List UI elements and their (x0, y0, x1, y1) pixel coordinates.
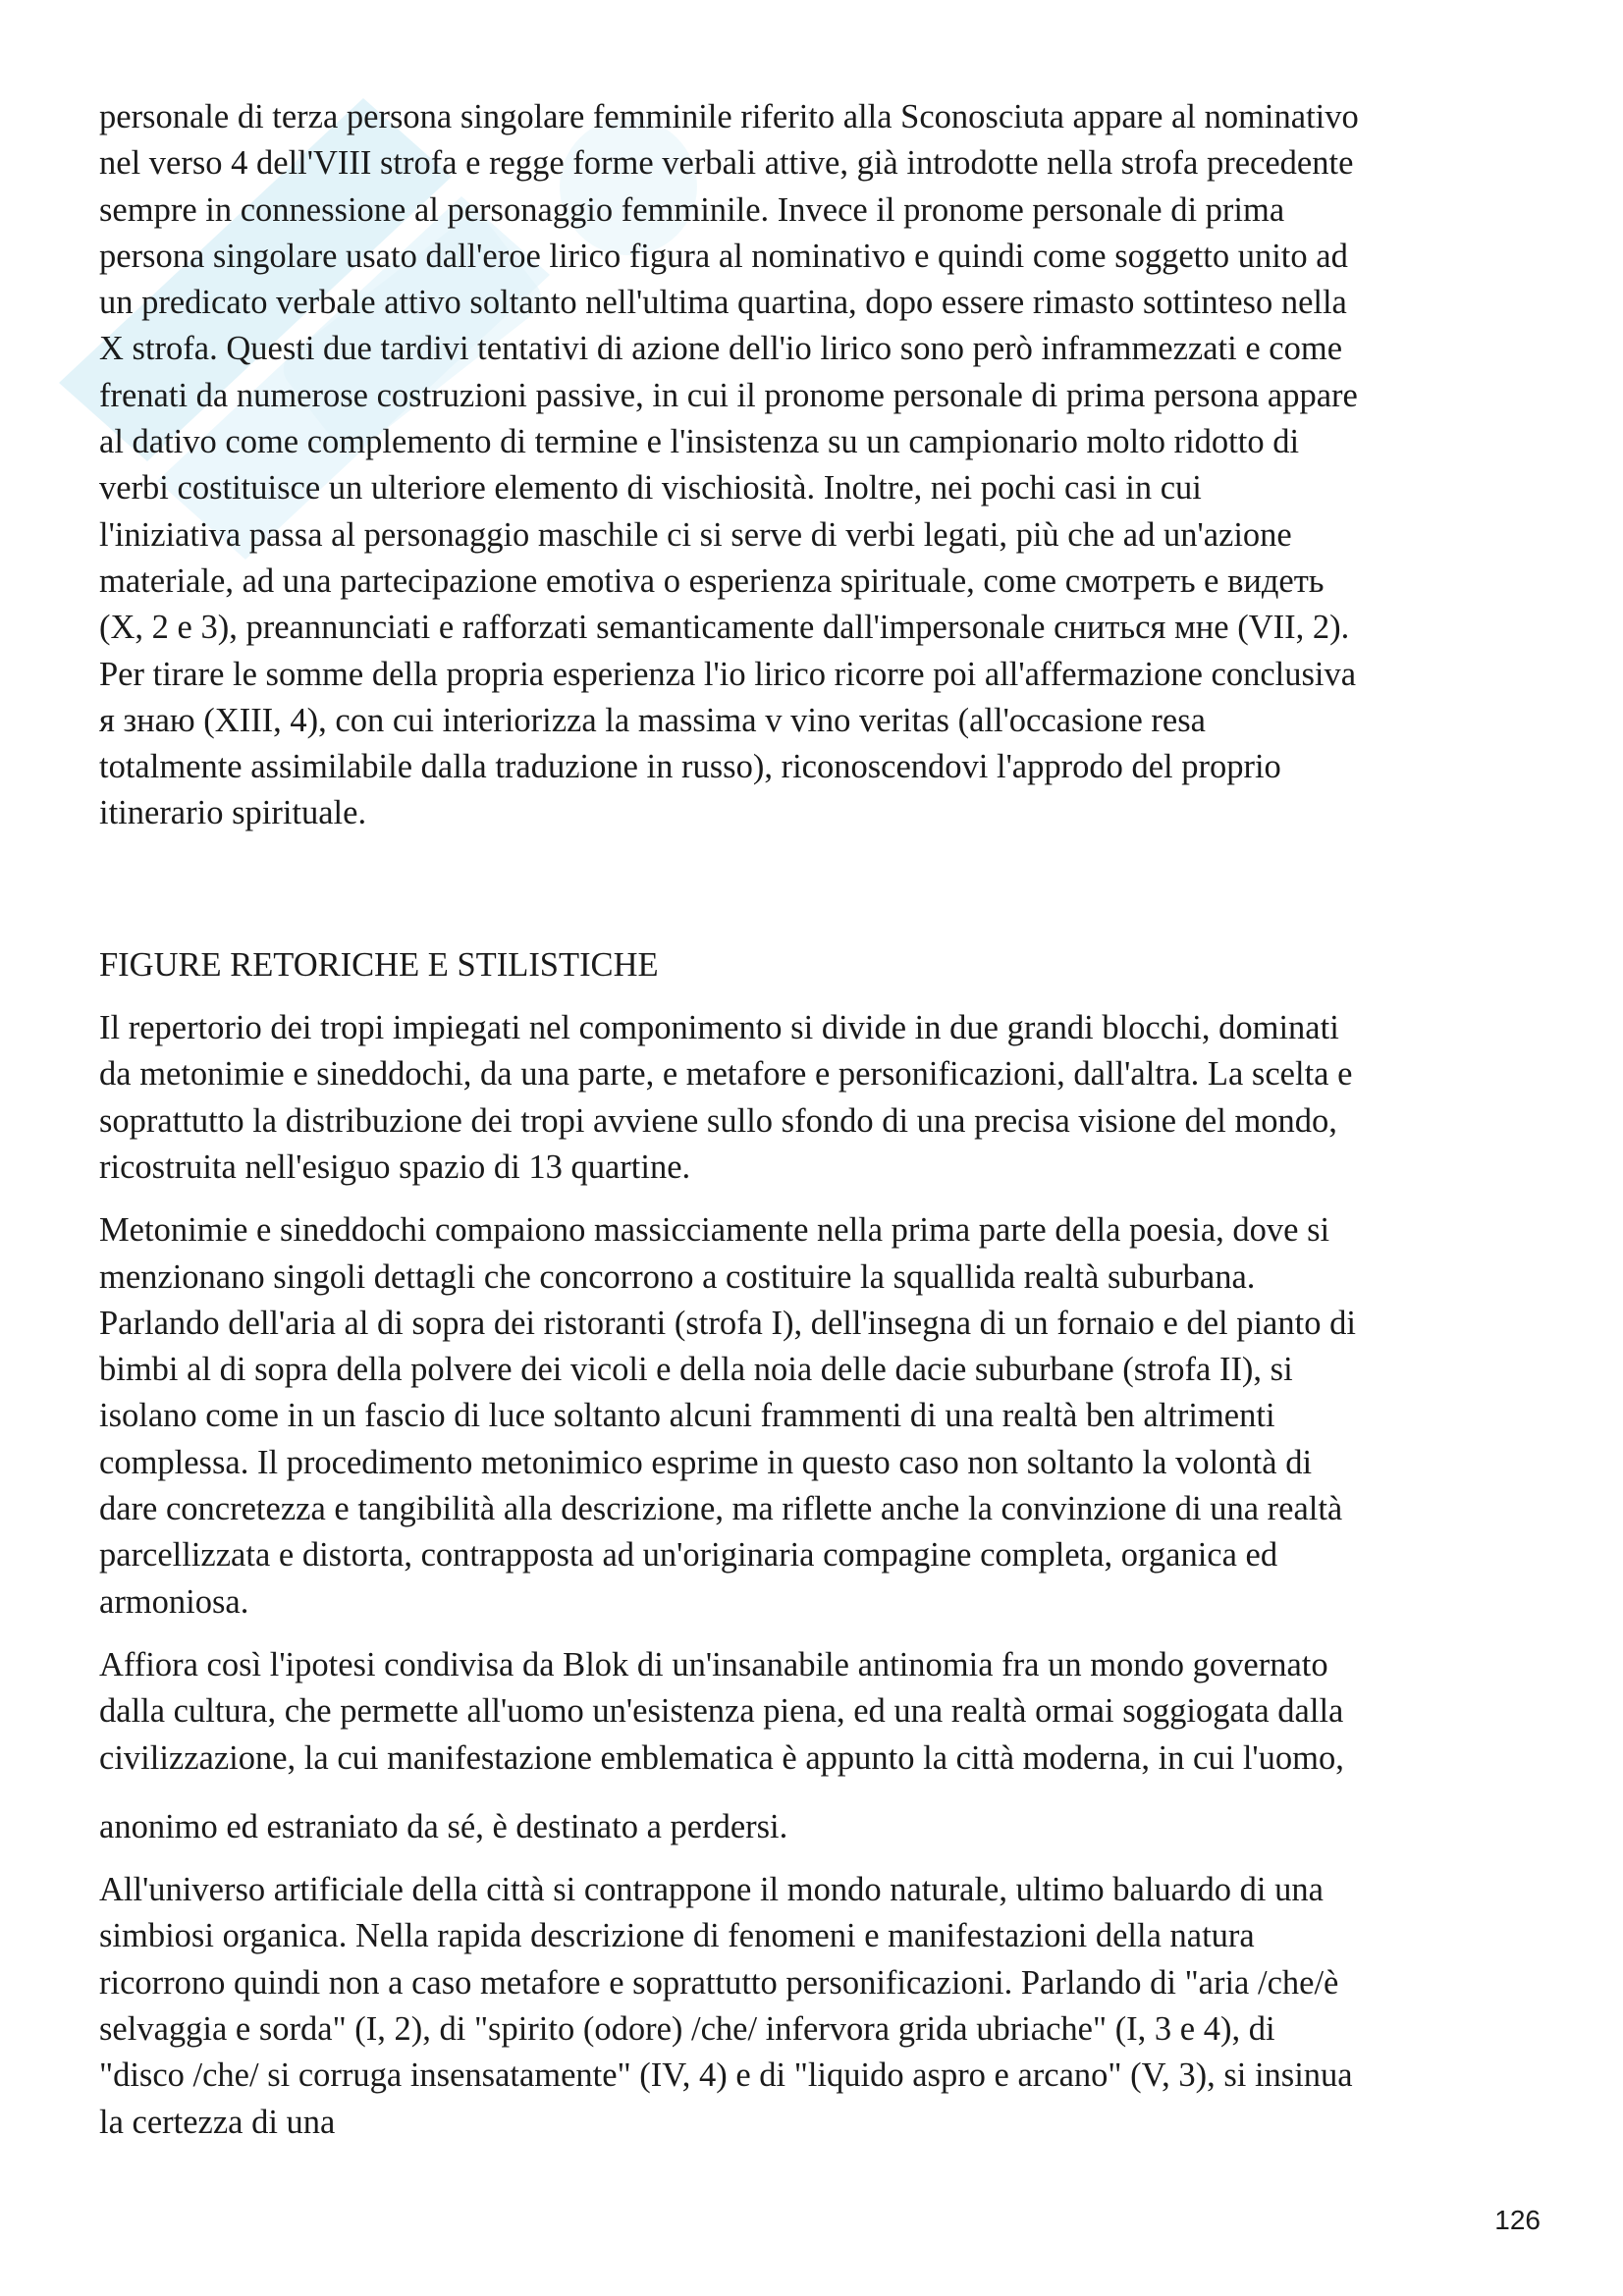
text-line: isolano come in un fascio di luce soltanto alcuni frammenti di una realtà ben altrimenti (99, 1397, 1275, 1435)
text-line: Metonimie e sineddochi compaiono massicciamente nella prima parte della poesia, dove si (99, 1211, 1330, 1250)
text-line: Affiora così l'ipotesi condivisa da Blok di un'insanabile antinomia fra un mondo governato (99, 1645, 1328, 1683)
text-line: complessa. Il procedimento metonimico esprime in questo caso non soltanto la volontà di (99, 1443, 1313, 1481)
text-line: ricostruita nell'esiguo spazio di 13 quartine. (99, 1148, 691, 1186)
text-line: bimbi al di sopra della polvere dei vicoli e della noia delle dacie suburbane (strofa II), si (99, 1351, 1293, 1389)
text-line: Il repertorio dei tropi impiegati nel componimento si divide in due grandi blocchi, dominati (99, 1009, 1339, 1047)
text-line: totalmente assimilabile dalla traduzione in russo), riconoscendovi l'approdo del proprio (99, 748, 1281, 786)
text-line: personale di terza persona singolare femminile riferito alla Sconosciuta appare al nominativo (99, 98, 1359, 135)
text-line: dare concretezza e tangibilità alla descrizione, ma riflette anche la convinzione di una realtà (99, 1490, 1343, 1528)
text-line: "disco /che/ si corruga insensatamente" (IV, 4) e di "liquido aspro e arcano" (V, 3), si insinua (99, 2056, 1353, 2095)
text-line: al dativo come complemento di termine e l'insistenza su un campionario molto ridotto di (99, 423, 1300, 461)
text-line: ricorrono quindi non a caso metafore e soprattutto personificazioni. Parlando di "aria /che/è (99, 1963, 1339, 2002)
paragraph-1 (99, 94, 1533, 837)
text-line: Parlando dell'aria al di sopra dei ristoranti (strofa I), dell'insegna di un fornaio e del pianto di (99, 1304, 1356, 1342)
text-line: simbiosi organica. Nella rapida descrizione di fenomeni e manifestazioni della natura (99, 1917, 1255, 1955)
paragraph-5 (99, 1804, 1533, 1850)
text-line: frenati da numerose costruzioni passive, in cui il pronome personale di prima persona appare (99, 376, 1358, 414)
paragraph-6 (99, 1867, 1533, 2146)
page-number: 126 (1494, 2205, 1541, 2235)
text-line: civilizzazione, la cui manifestazione emblematica è appunto la città moderna, in cui l'uomo, (99, 1738, 1344, 1777)
section-heading: FIGURE RETORICHE E STILISTICHE (99, 945, 659, 984)
text-line: Per tirare le somme della propria esperienza l'io lirico ricorre poi all'affermazione conclusiva (99, 655, 1357, 693)
text-line: nel verso 4 dell'VIII strofa e regge forme verbali attive, già introdotte nella strofa precedente (99, 144, 1354, 183)
text-line: verbi costituisce un ulteriore elemento di vischiosità. Inoltre, nei pochi casi in cui (99, 469, 1202, 507)
text-line: l'iniziativa passa al personaggio maschile ci si serve di verbi legati, più che ad un'azione (99, 515, 1292, 554)
text-line: parcellizzata e distorta, contrapposta ad un'originaria compagine completa, organica ed (99, 1536, 1278, 1575)
paragraph-3 (99, 1207, 1533, 1626)
paragraph-2 (99, 1005, 1533, 1191)
text-line: dalla cultura, che permette all'uomo un'esistenza piena, ed una realtà ormai soggiogata dalla (99, 1692, 1344, 1731)
text-line: la certezza di una (99, 2103, 336, 2141)
paragraph-4 (99, 1642, 1533, 1782)
text-line: persona singolare usato dall'eroe lirico figura al nominativo e quindi come soggetto unito ad (99, 237, 1348, 275)
text-line: itinerario spirituale. (99, 794, 367, 832)
text-line: un predicato verbale attivo soltanto nell'ultima quartina, dopo essere rimasto sottinteso nella (99, 284, 1347, 322)
text-line: X strofa. Questi due tardivi tentativi di azione dell'io lirico sono però inframmezzati e come (99, 330, 1343, 368)
text-line: armoniosa. (99, 1582, 249, 1621)
text-line: da metonimie e sineddochi, da una parte, e metafore e personificazioni, dall'altra. La scelta e (99, 1055, 1353, 1094)
text-line: sempre in connessione al personaggio femminile. Invece il pronome personale di prima (99, 190, 1285, 229)
text-line: menzionano singoli dettagli che concorrono a costituire la squallida realtà suburbana. (99, 1257, 1256, 1296)
text-line: materiale, ad una partecipazione emotiva o esperienza spirituale, come смотреть e видеть (99, 561, 1325, 600)
text-line: (X, 2 e 3), preannunciati e rafforzati semanticamente dall'impersonale сниться мне (VII, 2). (99, 609, 1350, 647)
text-line: All'universo artificiale della città si contrappone il mondo naturale, ultimo baluardo di una (99, 1871, 1324, 1909)
text-line: selvaggia e sorda" (I, 2), di "spirito (odore) /che/ infervora grida ubriache" (I, 3 e 4), di (99, 2009, 1275, 2048)
page-content (99, 94, 1533, 2146)
text-line: anonimo ed estraniato da sé, è destinato a perdersi. (99, 1807, 788, 1845)
text-line: soprattutto la distribuzione dei tropi avviene sullo sfondo di una precisa visione del mondo, (99, 1101, 1337, 1140)
text-line: я знаю (XIII, 4), con cui interiorizza la massima v vino veritas (all'occasione resa (99, 701, 1206, 739)
